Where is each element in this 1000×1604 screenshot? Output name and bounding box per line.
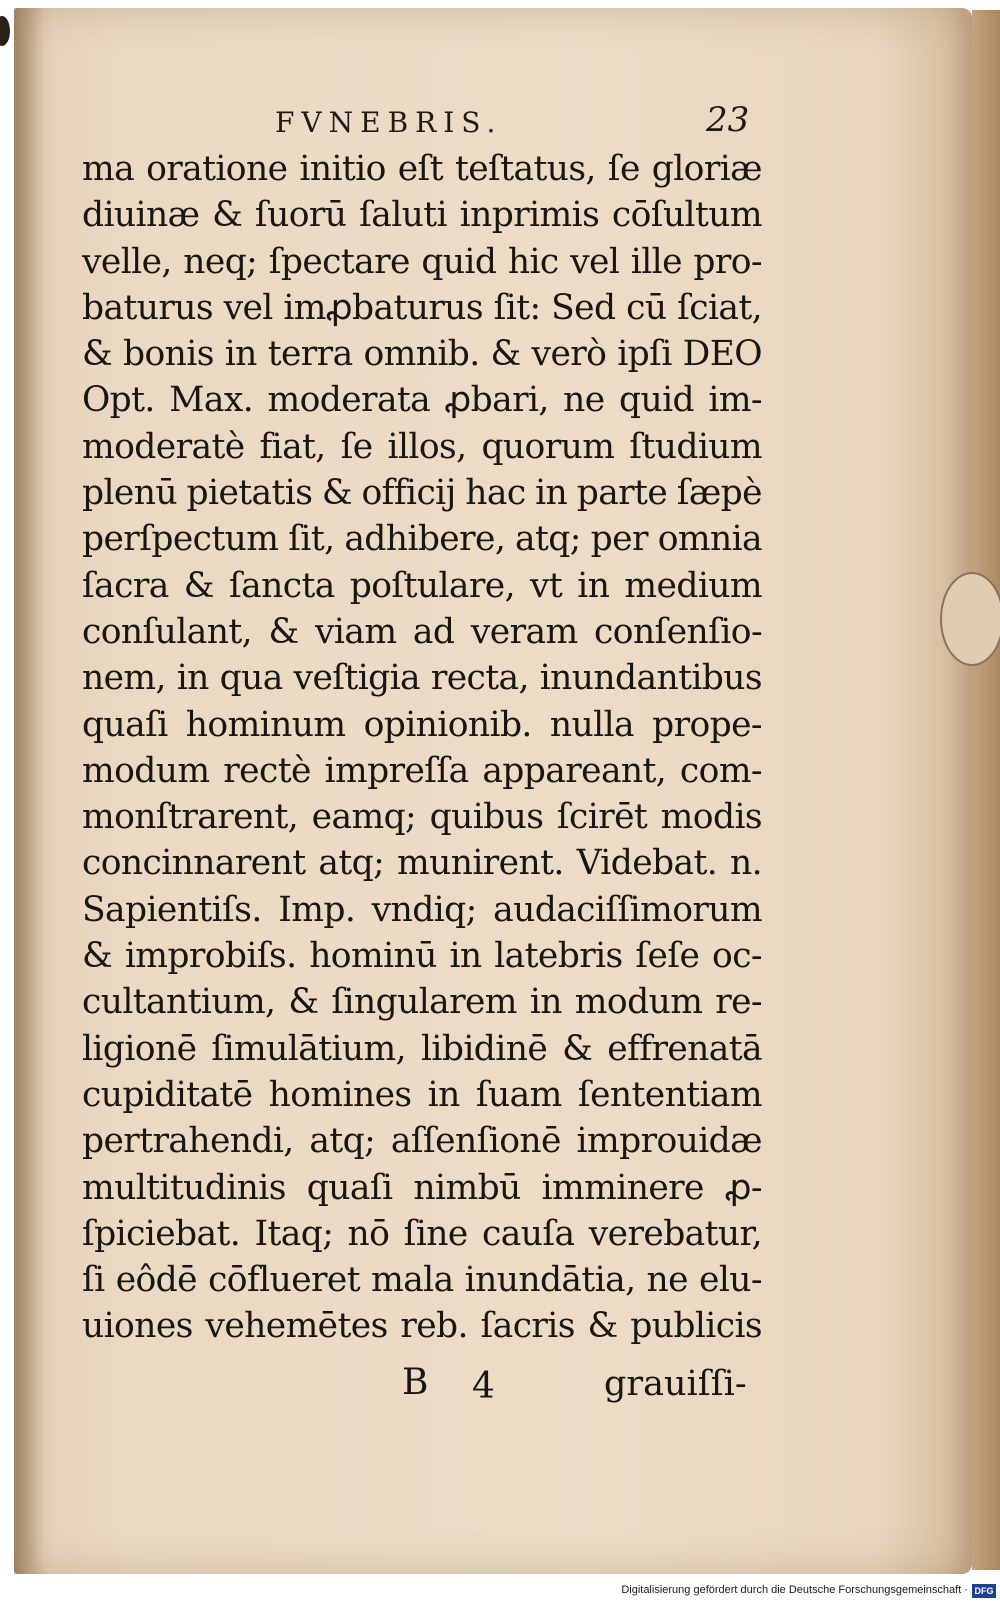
tab-notch (940, 572, 1000, 666)
running-head: FVNEBRIS. (275, 106, 503, 139)
text-line: plenū pietatis & officij hac in parte ſæpè (82, 473, 762, 514)
page-edge (972, 10, 1000, 1570)
text-line: conſulant, & viam ad veram conſenſio- (82, 611, 762, 652)
signature-mark: B (402, 1362, 429, 1403)
credit-text: Digitalisierung gefördert durch die Deutsche Forschungsgemeinschaft · (621, 1584, 968, 1596)
text-line: & improbiſs. hominū in latebris ſeſe oc- (82, 936, 762, 977)
text-line: quaſi hominum opinionib. nulla prope- (82, 704, 762, 745)
text-line: moderatè fiat, ſe illos, quorum ſtudium (82, 426, 762, 467)
text-line: ma oratione initio eſt teſtatus, ſe gloriæ (82, 149, 762, 189)
page-number: 23 (706, 100, 750, 140)
text-line: monſtrarent, eamq; quibus ſcirēt modis (82, 797, 762, 838)
text-line: nem, in qua veſtigia recta, inundantibus (82, 658, 762, 699)
spine-shadow (14, 8, 44, 1574)
page-footer (0, 1362, 1000, 1422)
text-line: multitudinis quaſi nimbū imminere ꝓ- (82, 1167, 762, 1208)
text-line: ſi eôdē cōflueret mala inundātia, ne elu- (82, 1260, 762, 1301)
text-line: diuinæ & ſuorū ſaluti inprimis cōſultum (82, 195, 762, 236)
text-line: concinnarent atq; munirent. Videbat. n. (82, 843, 762, 884)
text-line: pertrahendi, atq; aſſenſionē improuidæ (82, 1121, 762, 1162)
text-line: baturus vel imꝓbaturus ſit: Sed cū ſciat, (82, 287, 762, 328)
text-line: cupiditatē homines in ſuam ſententiam (82, 1074, 762, 1115)
text-line: modum rectè impreſſa appareant, com- (82, 750, 762, 791)
page-header (0, 100, 1000, 150)
credit-bar (0, 1580, 1000, 1604)
text-line: cultantium, & ſingularem in modum re- (82, 982, 762, 1023)
text-line: Sapientiſs. Imp. vndiq; audaciſſimorum (82, 889, 762, 930)
catchword: grauiſſi- (604, 1364, 747, 1404)
body-text (82, 146, 762, 1350)
binding-ring (0, 16, 10, 46)
text-line: ſpiciebat. Itaq; nō ſine cauſa verebatur, (82, 1213, 762, 1254)
text-line: & bonis in terra omnib. & verò ipſi DEO (82, 334, 762, 375)
text-line: uiones vehemētes reb. ſacris & publicis (82, 1306, 762, 1347)
text-line: Opt. Max. moderata ꝓbari, ne quid im- (82, 380, 762, 421)
dfg-logo: DFG (972, 1584, 996, 1598)
signature-number: 4 (472, 1366, 495, 1407)
text-line: velle, neq; ſpectare quid hic vel ille pro- (82, 241, 762, 282)
text-line: perſpectum ſit, adhibere, atq; per omnia (82, 519, 762, 560)
text-line: ligionē ſimulātium, libidinē & effrenatā (82, 1028, 762, 1069)
text-line: ſacra & ſancta poſtulare, vt in medium (82, 565, 762, 606)
